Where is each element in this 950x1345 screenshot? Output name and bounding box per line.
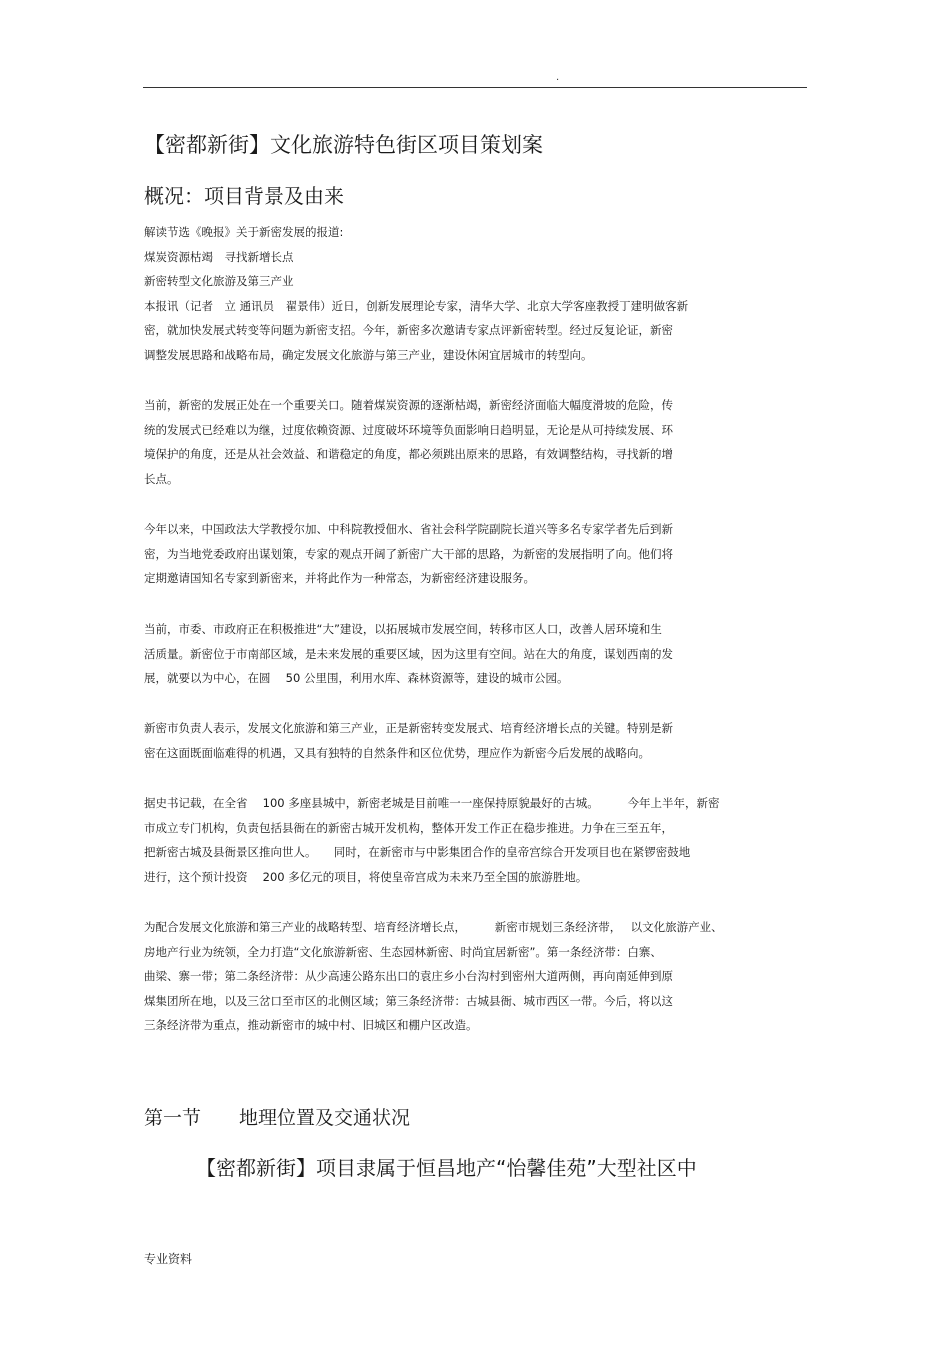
paragraph-line: 新密市负责人表示，发展文化旅游和第三产业，正是新密转变发展式、培育经济增长点的关键。特别是新 bbox=[144, 721, 673, 735]
paragraph-line: 据史书记载，在全省 100 多座县城中，新密老城是目前唯一一座保持原貌最好的古城。 今年上半年，新密 bbox=[144, 796, 720, 810]
paragraph-line: 当前，新密的发展正处在一个重要关口。随着煤炭资源的逐渐枯竭，新密经济面临大幅度滑坡的危险，传 bbox=[144, 398, 673, 412]
paragraph-line: 进行，这个预计投资 200 多亿元的项目，将使皇帝宫成为未来乃至全国的旅游胜地。 bbox=[144, 869, 588, 884]
paragraph-line: 统的发展式已经难以为继，过度依赖资源、过度破坏环境等负面影响日趋明显，无论是从可持续发展、环 bbox=[144, 422, 673, 437]
paragraph-6 bbox=[144, 915, 824, 1038]
paragraph-line: 长点。 bbox=[144, 471, 179, 486]
chapter-heading: 第一节 地理位置及交通状况 bbox=[144, 1107, 411, 1129]
header-rule bbox=[143, 87, 807, 88]
paragraph-line: 今年以来，中国政法大学教授尔加、中科院教授佃水、省社会科学院副院长道兴等多名专家学者先后到新 bbox=[144, 522, 673, 536]
paragraph-5 bbox=[144, 791, 824, 889]
paragraph-line: 把新密古城及县衙景区推向世人。 同时，在新密市与中影集团合作的皇帝宫综合开发项目也在紧锣密鼓地 bbox=[144, 845, 691, 859]
paragraph-line: 为配合发展文化旅游和第三产业的战略转型、培育经济增长点， 新密市规划三条经济带， 以文化旅游产业、 bbox=[144, 920, 723, 934]
intro-line: 密，就加快发展式转变等问题为新密支招。今年，新密多次邀请专家点评新密转型。经过反复论证，新密 bbox=[144, 323, 673, 337]
paragraph-1 bbox=[144, 393, 824, 491]
intro-line: 调整发展思路和战略布局，确定发展文化旅游与第三产业，建设休闲宜居城市的转型向。 bbox=[144, 347, 593, 362]
paragraph-line: 展，就要以为中心，在圆 50 公里围，利用水库、森林资源等，建设的城市公园。 bbox=[144, 671, 569, 685]
document-title: 【密都新街】文化旅游特色街区项目策划案 bbox=[144, 133, 543, 157]
intro-block bbox=[144, 220, 824, 367]
intro-line: 煤炭资源枯竭 寻找新增长点 bbox=[144, 249, 294, 264]
paragraph-3 bbox=[144, 617, 824, 691]
paragraph-line: 房地产行业为统领，全力打造“文化旅游新密、生态园林新密、时尚宜居新密”。第一条经济带：白寨、 bbox=[144, 944, 662, 959]
intro-line: 新密转型文化旅游及第三产业 bbox=[144, 274, 294, 288]
paragraph-line: 市成立专门机构，负责包括县衙在的新密古城开发机构，整体开发工作正在稳步推进。力争在三至五年， bbox=[144, 820, 673, 835]
intro-line: 解读节选《晚报》关于新密发展的报道: bbox=[144, 225, 344, 239]
chapter-subtitle: 【密都新街】项目隶属于恒昌地产“怡馨佳苑”大型社区中 bbox=[196, 1156, 697, 1180]
section-heading: 概况：项目背景及由来 bbox=[144, 184, 344, 208]
paragraph-line: 密在这面既面临难得的机遇，又具有独特的自然条件和区位优势，理应作为新密今后发展的战略向。 bbox=[144, 745, 650, 760]
footer-label: 专业资料 bbox=[144, 1252, 193, 1266]
paragraph-line: 煤集团所在地，以及三岔口至市区的北侧区域；第三条经济带：古城县衙、城市西区一带。今后，将以这 bbox=[144, 993, 673, 1008]
paragraph-line: 当前，市委、市政府正在积极推进“大”建设，以拓展城市发展空间，转移市区人口，改善人居环境和生 bbox=[144, 622, 662, 636]
paragraph-line: 密，为当地党委政府出谋划策，专家的观点开阔了新密广大干部的思路，为新密的发展指明了向。他们将 bbox=[144, 546, 673, 561]
intro-line: 本报讯（记者 立 通讯员 翟景伟）近日，创新发展理论专家，清华大学、北京大学客座教授丁建明做客新 bbox=[144, 298, 689, 313]
paragraph-line: 三条经济带为重点，推动新密市的城中村、旧城区和棚户区改造。 bbox=[144, 1018, 478, 1032]
paragraph-line: 活质量。新密位于市南部区域，是未来发展的重要区域，因为这里有空间。站在大的角度，谋划西南的发 bbox=[144, 646, 673, 661]
paragraph-line: 定期邀请国知名专家到新密来，并将此作为一种常态，为新密经济建设服务。 bbox=[144, 571, 535, 585]
header-mark: . bbox=[556, 72, 560, 83]
paragraph-line: 境保护的角度，还是从社会效益、和谐稳定的角度，都必须跳出原来的思路，有效调整结构，寻找新的增 bbox=[144, 447, 673, 461]
paragraph-line: 曲梁、寨一带；第二条经济带：从少高速公路东出口的袁庄乡小台沟村到密州大道两侧，再向南延伸到原 bbox=[144, 969, 673, 983]
paragraph-2 bbox=[144, 517, 824, 591]
paragraph-4 bbox=[144, 716, 824, 765]
